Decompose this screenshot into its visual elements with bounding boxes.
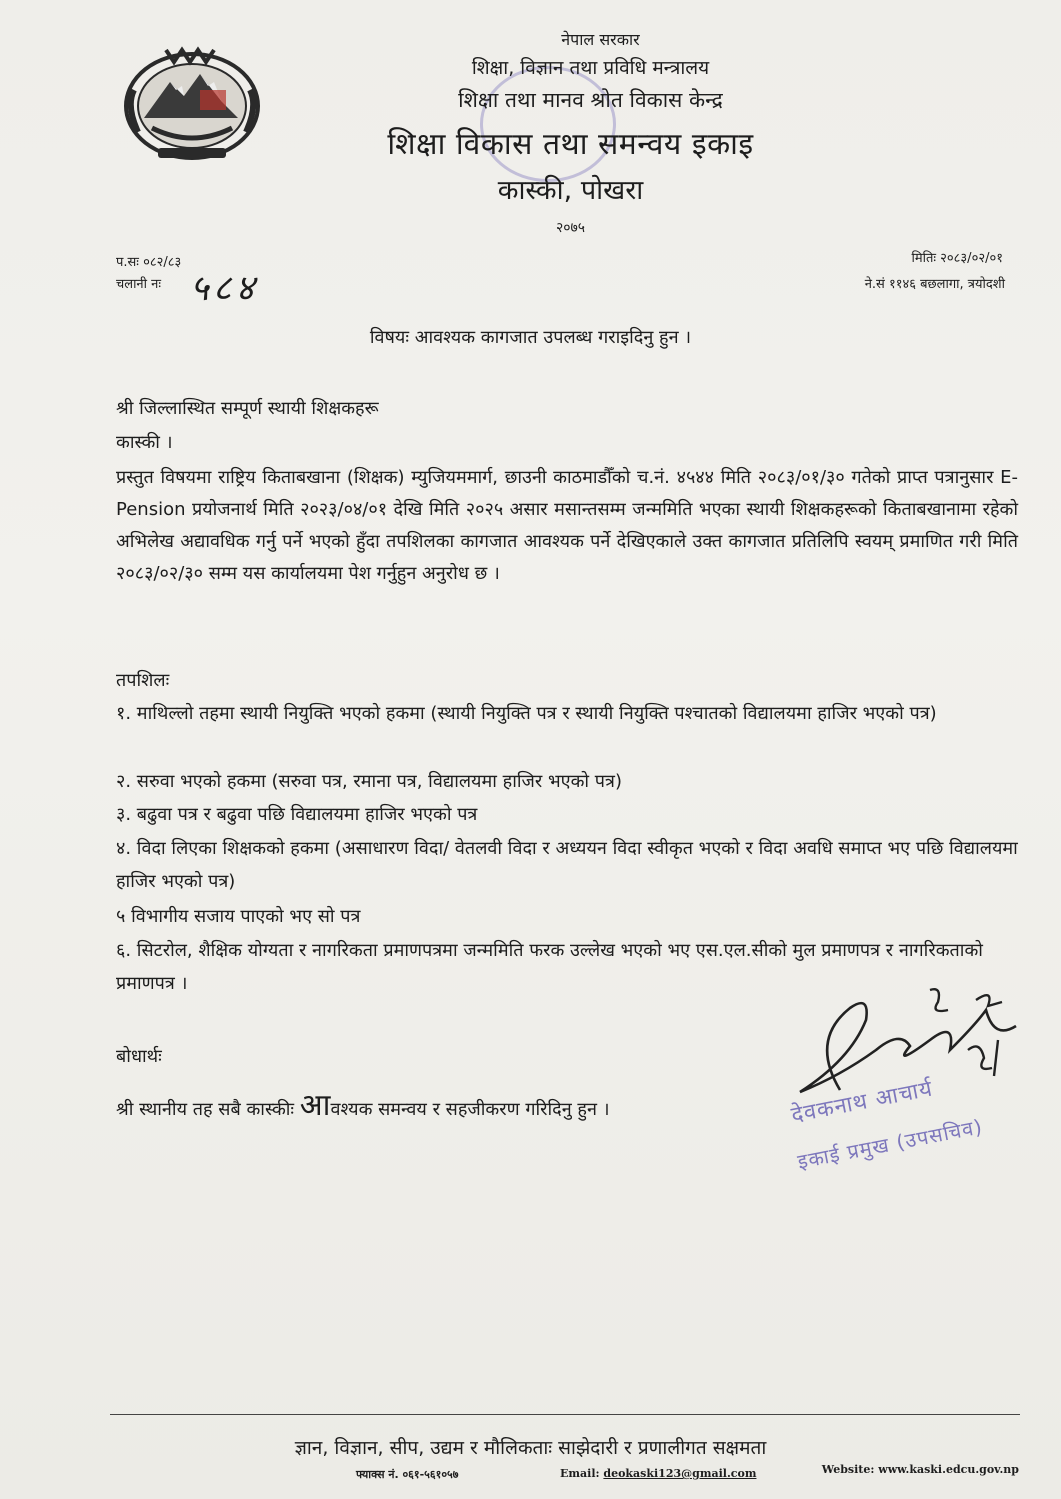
header-established-year: २०७५ xyxy=(555,220,586,236)
footer-slogan: ज्ञान, विज्ञान, सीप, उद्यम र मौलिकताः साझेदारी र प्रणालीगत सक्षमता xyxy=(294,1437,767,1459)
letter-body-paragraph: प्रस्तुत विषयमा राष्ट्रिय किताबखाना (शिक्षक) म्युजियममार्ग, छाउनी काठमाडौँको च.नं. ४५४४ मिति २०८३/०१/३० गतेको प्राप्त पत्रानुसार E-Pension प्रयोजनार्थ मिति २०२३/०४/०१ देखि मिति २०२५ असार मसान्तसम्म जन्ममिति भएका स्थायी शिक्षकहरूको किताबखानामा रहेको अभिलेख अद्यावधिक गर्नु पर्ने भएको हुँदा तपशिलका कागजात आवश्यक पर्ने देखिएकाले उक्त कागजात प्रतिलिपि स्वयम् प्रमाणित गरी मिति २०८३/०२/३० सम्म यस कार्यालयमा पेश गर्नुहुन अनुरोध छ । xyxy=(116,467,1018,584)
footer-fax: फ्याक्स नं. ०६१-५६१०५७ xyxy=(356,1468,459,1481)
footer-website[interactable]: Website: www.kaski.edcu.gov.np xyxy=(821,1463,1019,1476)
details-item-1: १. माथिल्लो तहमा स्थायी नियुक्ति भएको हकमा (स्थायी नियुक्ति पत्र र स्थायी नियुक्ति पश्चातको विद्यालयमा हाजिर भएको पत्र) xyxy=(116,703,937,724)
letter-date: मितिः २०८३/०२/०१ xyxy=(911,251,1003,266)
officer-title-stamp: इकाई प्रमुख (उपसचिव) xyxy=(795,1114,985,1174)
cc-rest: वश्यक समन्वय र सहजीकरण गरिदिनु हुन । xyxy=(330,1099,610,1120)
details-label: तपशिलः xyxy=(116,670,170,691)
details-item-6: ६. सिटरोल, शैक्षिक योग्यता र नागरिकता प्रमाणपत्रमा जन्ममिति फरक उल्लेख भएको भए एस.एल.सीको मुल प्रमाणपत्र र नागरिकताको प्रमाणपत्र । xyxy=(116,940,983,994)
header-unit-name: शिक्षा विकास तथा समन्वय इकाइ xyxy=(387,127,754,162)
details-item-3: ३. बढुवा पत्र र बढुवा पछि विद्यालयमा हाजिर भएको पत्र xyxy=(116,804,478,825)
footer-email xyxy=(560,1467,756,1480)
cc-label: बोधार्थः xyxy=(116,1046,162,1067)
officer-name-stamp: देवकनाथ आचार्य xyxy=(789,1076,936,1129)
footer-divider xyxy=(110,1414,1020,1415)
dispatch-number-handwritten: ५८४ xyxy=(190,268,259,309)
header-government-name: नेपाल सरकार xyxy=(561,30,640,49)
letter-subject: विषयः आवश्यक कागजात उपलब्ध गराइदिनु हुन । xyxy=(369,327,692,348)
fiscal-year-ref: प.सः ०८२/८३ xyxy=(116,255,182,270)
header-center-name: शिक्षा तथा मानव श्रोत विकास केन्द्र xyxy=(458,88,723,112)
nepal-sambat-date: ने.सं ११४६ बछलागा, त्रयोदशी xyxy=(864,277,1005,292)
addressee-line-1: श्री जिल्लास्थित सम्पूर्ण स्थायी शिक्षकहरू xyxy=(116,398,379,419)
addressee-line-2: कास्की । xyxy=(116,432,173,453)
dispatch-number-label: चलानी नः xyxy=(116,277,161,292)
cc-big-letter: आ xyxy=(299,1088,331,1123)
details-item-4: ४. विदा लिएका शिक्षकको हकमा (असाधारण विदा/ वेतलवी विदा र अध्ययन विदा स्वीकृत भएको र विदा अवधि समाप्त भए पछि विद्यालयमा हाजिर भएको पत्र) xyxy=(116,838,1018,892)
details-item-2: २. सरुवा भएको हकमा (सरुवा पत्र, रमाना पत्र, विद्यालयमा हाजिर भएको पत्र) xyxy=(116,771,622,792)
cc-prefix: श्री स्थानीय तह सबै कास्कीः xyxy=(116,1099,300,1120)
email-link[interactable]: deokaski123@gmail.com xyxy=(603,1467,757,1480)
header-location: कास्की, पोखरा xyxy=(497,175,644,206)
header-ministry-name: शिक्षा, विज्ञान तथा प्रविधि मन्त्रालय xyxy=(471,57,710,79)
details-item-5: ५ विभागीय सजाय पाएको भए सो पत्र xyxy=(116,906,361,927)
email-label: Email: xyxy=(560,1467,604,1480)
